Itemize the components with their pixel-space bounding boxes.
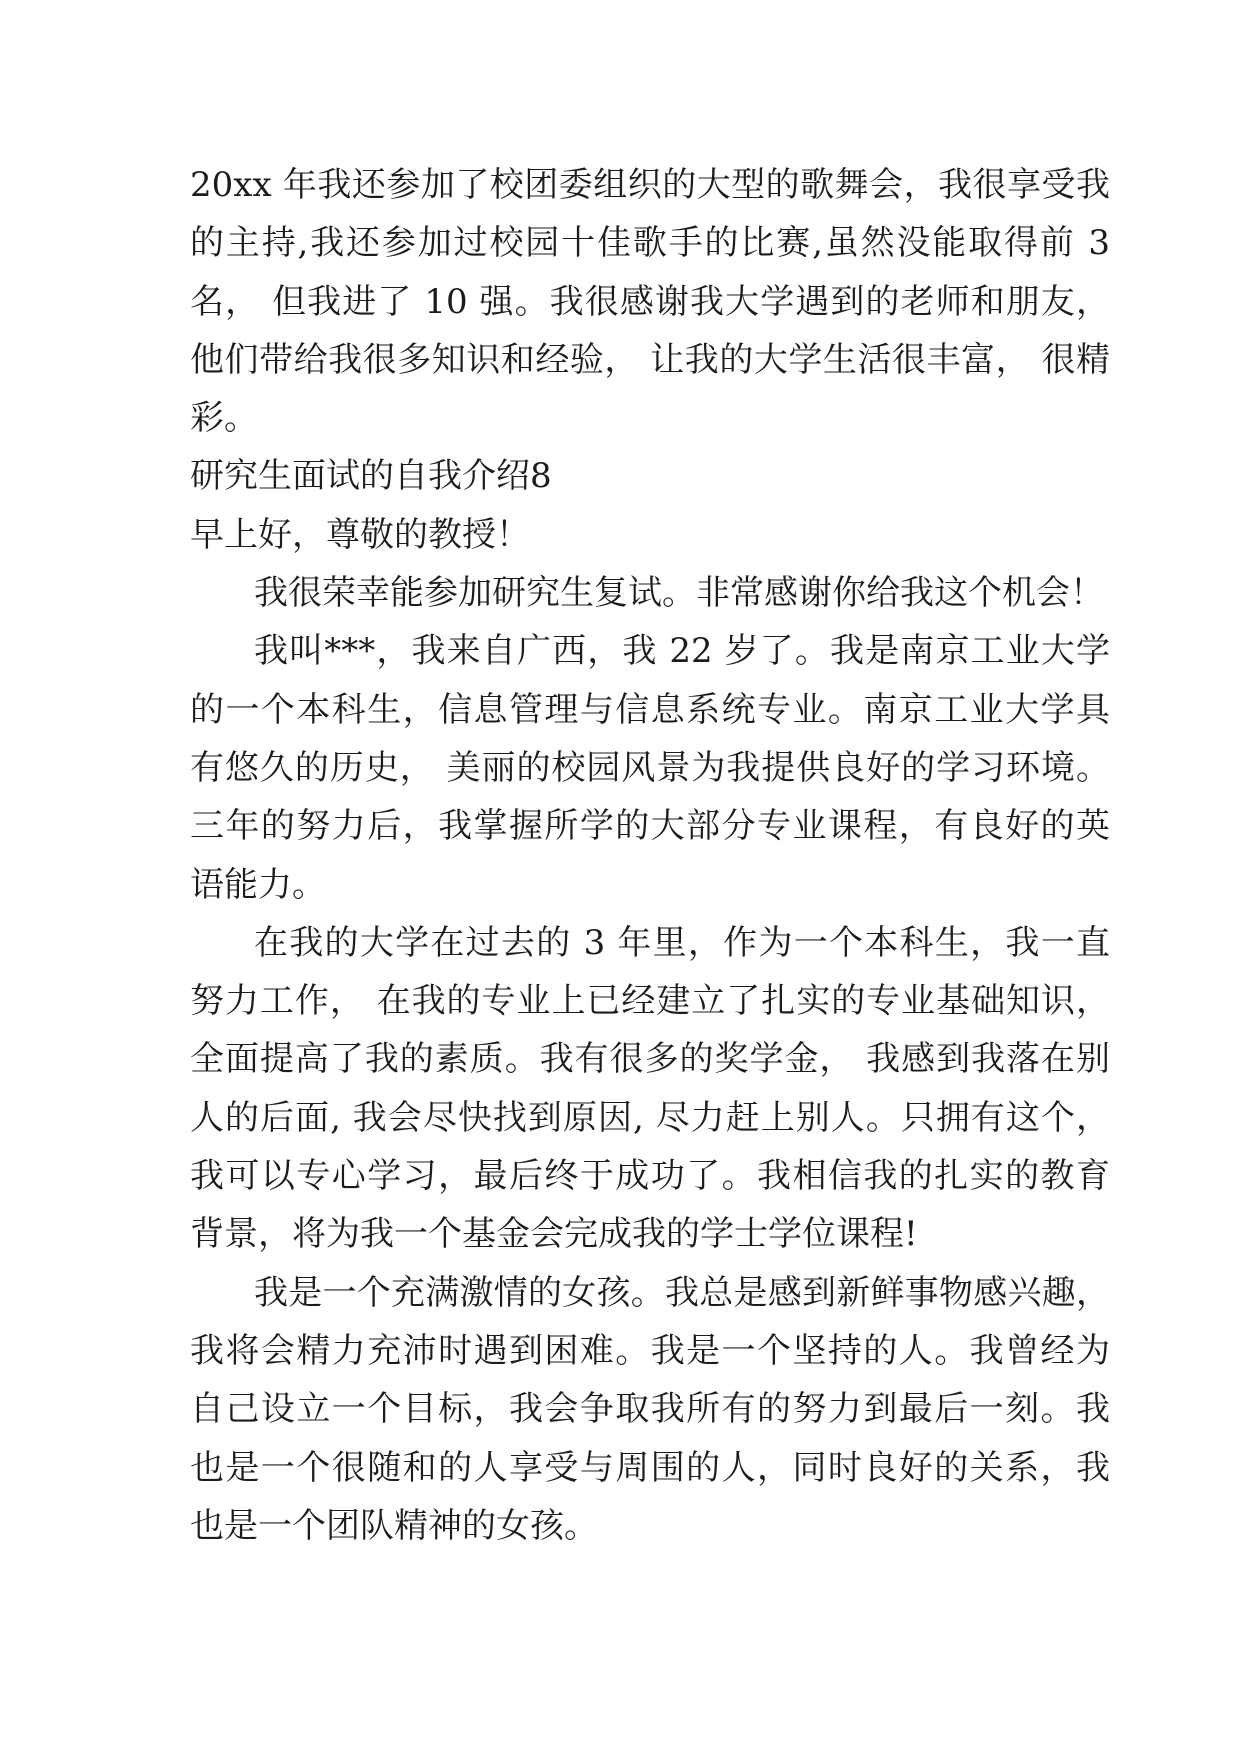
paragraph-personality [190,1264,1110,1555]
text-line: 人的后面, 我会尽快找到原因, 尽力赶上别人。只拥有这个， [190,1097,1110,1138]
text-line: 全面提高了我的素质。我有很多的奖学金， 我感到我落在别 [190,1039,1110,1080]
paragraph-thanks [190,564,1110,622]
text-line: 早上好，尊敬的教授！ [190,514,530,555]
paragraph-study [190,914,1110,1264]
text-line: 20xx 年我还参加了校团委组织的大型的歌舞会，我很享受我 [190,165,1110,205]
text-line: 我叫***，我来自广西，我 22 岁了。我是南京工业大学 [254,631,1110,672]
text-line: 也是一个团队精神的女孩。 [190,1505,598,1546]
text-line: 在我的大学在过去的 3 年里，作为一个本科生，我一直 [254,922,1110,963]
text-line: 自己设立一个目标，我会争取我所有的努力到最后一刻。我 [190,1389,1110,1430]
salutation [190,506,1110,564]
text-line: 我将会精力充沛时遇到困难。我是一个坚持的人。我曾经为 [190,1330,1110,1371]
paragraph-activities [190,156,1110,447]
text-line: 我很荣幸能参加研究生复试。非常感谢你给我这个机会！ [254,573,1104,614]
text-line: 我是一个充满激情的女孩。我总是感到新鲜事物感兴趣， [254,1272,1110,1313]
text-line: 也是一个很随和的人享受与周围的人，同时良好的关系，我 [190,1447,1110,1488]
text-line: 背景，将为我一个基金会完成我的学士学位课程! [190,1214,918,1255]
document-body [190,156,1110,1555]
paragraph-background [190,622,1110,913]
text-line: 努力工作， 在我的专业上已经建立了扎实的专业基础知识， [190,981,1110,1022]
text-line: 有悠久的历史， 美丽的校园风景为我提供良好的学习环境。 [190,747,1110,788]
text-line: 名， 但我进了 10 强。我很感谢我大学遇到的老师和朋友， [190,281,1110,322]
text-line: 彩。 [190,398,258,439]
text-line: 的主持,我还参加过校园十佳歌手的比赛,虽然没能取得前 3 [190,223,1110,264]
section-heading [190,447,1110,505]
text-line: 三年的努力后，我掌握所学的大部分专业课程，有良好的英 [190,806,1110,847]
text-line: 的一个本科生，信息管理与信息系统专业。南京工业大学具 [190,689,1110,730]
text-line: 语能力。 [190,864,326,905]
text-line: 他们带给我很多知识和经验， 让我的大学生活很丰富， 很精 [190,339,1110,380]
text-line: 我可以专心学习，最后终于成功了。我相信我的扎实的教育 [190,1156,1110,1197]
text-line: 研究生面试的自我介绍8 [190,456,552,497]
